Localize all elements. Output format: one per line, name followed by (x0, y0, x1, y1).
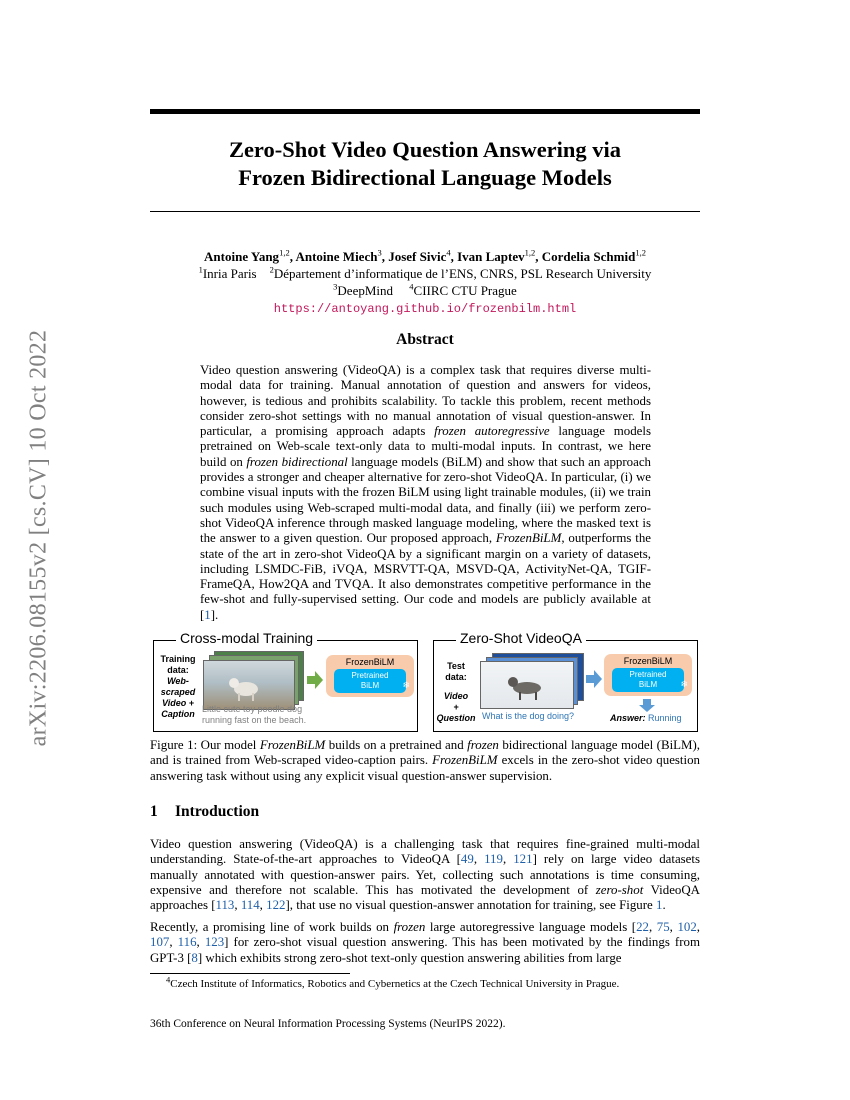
citation-link[interactable]: 121 (513, 852, 533, 867)
paragraph-text: Video question answering (VideoQA) is a challenging task that requires fine-grained multi-modal understanding. State-of-the-art approaches to VideoQA [ (150, 837, 700, 867)
label-line: + (453, 702, 459, 712)
label-line: Test (447, 661, 465, 671)
paper-title (150, 136, 700, 192)
author-name: Cordelia Schmid (541, 249, 636, 264)
citation-link[interactable]: 49 (460, 852, 474, 867)
paragraph-text: VideoQA approaches [ (150, 882, 700, 913)
affiliation-number: 1 (198, 264, 203, 275)
author-affiliation: 1,2 (524, 247, 536, 258)
test-data-label (436, 661, 476, 724)
paragraph-text: ] rely on large video datasets manually annotated with question-answer pairs. Yet, collecting such annotations is time consuming, expensive and therefore not scalable. This has motivated the development of (150, 852, 701, 897)
answer-label: Answer: (610, 713, 646, 723)
frozenbilm-label: FrozenBiLM (345, 657, 395, 667)
paragraph-text: ], that use no visual question-answer annotation for training, see Figure (285, 898, 656, 913)
author-block (150, 248, 700, 318)
paragraph-text: ] which exhibits strong zero-shot text-only question answering abilities from large (197, 950, 622, 965)
intro-paragraph-2: Recently, a promising line of work builds on frozen large autoregressive language models [22, 75, 102, 107, 116, 123] for zero-shot visual question answering. This has been motivated by the findings from GPT-3 [8] which exhibits strong zero-shot text-only question answering abilities from large (150, 920, 701, 965)
citation-link[interactable]: 113 (215, 898, 235, 913)
project-url-link[interactable]: https://antoyang.github.io/frozenbilm.html (273, 302, 577, 316)
label-line: Caption (161, 709, 195, 719)
paragraph-text: Recently, a promising line of work builds on (150, 920, 394, 934)
caption-emphasis: frozen (467, 738, 499, 752)
pretrained-label: Pretrained (629, 670, 667, 679)
paragraph-text: . (662, 898, 666, 913)
figure-reference-link[interactable]: 1 (656, 898, 663, 913)
paragraph-emphasis: zero-shot (595, 882, 644, 897)
bilm-label: BiLM (360, 680, 380, 690)
title-rule (150, 211, 700, 212)
paragraph-text: ] for zero-shot visual question answering. This has been motivated by the findings from GPT-3 [ (150, 935, 700, 965)
affiliation-ens: Département d’informatique de l’ENS, CNRS, PSL Research University (273, 266, 652, 281)
section-heading-introduction (150, 803, 259, 821)
citation-link[interactable]: 119 (484, 852, 503, 867)
label-line: data: (445, 672, 467, 682)
abstract-text: ]. (210, 607, 219, 622)
footnote (166, 974, 620, 990)
question-text: What is the dog doing? (482, 711, 575, 721)
label-line: Web- (167, 676, 189, 686)
author-affiliation: 4 (446, 247, 451, 258)
author-name: Antoine Yang (204, 249, 280, 264)
affiliation-number: 4 (409, 281, 414, 292)
abstract-text: language models pretrained on Web-scale text-only data to multi-modal inputs. In contrast, we here build on (200, 424, 651, 469)
citation-link[interactable]: 107 (150, 935, 170, 950)
pretrained-bilm-box (612, 668, 684, 692)
figure-caption (150, 738, 700, 784)
citation-link[interactable]: 116 (177, 935, 197, 950)
label-line: Video + (162, 698, 194, 708)
footnote-text: Czech Institute of Informatics, Robotics and Cybernetics at the Czech Technical University in Prague. (170, 978, 620, 990)
abstract-body (200, 363, 651, 623)
affiliation-ciirc: CIIRC CTU Prague (413, 283, 517, 298)
footnote-number: 4 (166, 974, 171, 985)
caption-text: Figure 1: Our model (150, 738, 260, 752)
author-name: Ivan Laptev (457, 249, 525, 264)
arrow-right-icon (307, 671, 323, 689)
title-line-2: Frozen Bidirectional Language Models (238, 165, 612, 190)
arxiv-sidebar-stamp (24, 295, 54, 780)
citation-link[interactable]: 114 (240, 898, 260, 913)
citation-link[interactable]: 1 (204, 607, 211, 622)
label-line: data: (167, 665, 189, 675)
snowflake-icon: ❄ (680, 679, 688, 689)
title-line-1: Zero-Shot Video Question Answering via (228, 137, 622, 162)
footnote-rule (150, 973, 350, 974)
affiliation-deepmind: DeepMind (337, 283, 394, 298)
caption-emphasis: FrozenBiLM (259, 738, 326, 752)
citation-link[interactable]: 123 (204, 935, 225, 950)
dog-image (481, 662, 573, 708)
author-name: Josef Sivic (388, 249, 447, 264)
arrow-down-icon (639, 699, 655, 712)
affiliation-number: 3 (333, 281, 338, 292)
arxiv-id: arXiv:2206.08155v2 [cs.CV] 10 Oct 2022 (25, 329, 52, 746)
frozenbilm-label: FrozenBiLM (623, 656, 673, 666)
paragraph-text: large autoregressive language models [ (425, 920, 637, 934)
citation-link[interactable]: 75 (656, 920, 670, 934)
training-data-label (156, 654, 200, 720)
citation-link[interactable]: 122 (266, 898, 286, 913)
abstract-text: Video question answering (VideoQA) is a complex task that requires diverse multi-modal data for training. Manual annotation of question and answers for videos, however, is tedious and prohibits scalability. To tackle this problem, recent methods consider zero-shot settings with no manual annotation of visual question-answer. In particular, a promising approach adapts (200, 363, 651, 439)
panel-title: Zero-Shot VideoQA (456, 630, 586, 646)
video-frame-dog-beach (203, 660, 295, 710)
citation-link[interactable]: 8 (191, 950, 198, 965)
affiliation-number: 2 (269, 264, 274, 275)
affiliations-line-2 (150, 282, 700, 299)
author-separator: , (289, 249, 296, 264)
abstract-text: language models (BiLM) and show that such an approach provides a stronger and cheaper alternative for zero-shot VideoQA. In particular, (i) we combine visual inputs with the frozen BiLM using light trainable modules, (ii) we train such modules using Web-scraped multi-modal data, and finally (iii) we perform zero-shot VideoQA inference through masked language modeling, where the masked text is the answer to a given question. Our proposed approach, (200, 454, 651, 546)
affiliation-inria: Inria Paris (202, 266, 257, 281)
frozenbilm-box (326, 655, 414, 697)
citation-link[interactable]: 102 (677, 920, 697, 934)
snowflake-icon: ❄ (402, 680, 410, 690)
panel-title: Cross-modal Training (176, 630, 317, 646)
affiliations-line-1 (150, 265, 700, 282)
paragraph-emphasis: frozen (393, 920, 426, 934)
abstract-emphasis: frozen autoregressive (434, 424, 550, 439)
answer-value: Running (648, 713, 682, 723)
pretrained-label: Pretrained (351, 671, 389, 680)
author-affiliation: 3 (377, 247, 382, 258)
arrow-right-icon (586, 670, 602, 688)
caption-text: builds on a pretrained and (325, 738, 468, 752)
frozenbilm-box (604, 654, 692, 696)
dog-image (204, 661, 294, 709)
author-separator: , (450, 249, 458, 264)
author-affiliation: 1,2 (635, 247, 646, 258)
abstract-emphasis: frozen bidirectional (246, 454, 348, 469)
label-line: Training (160, 654, 196, 664)
answer-row (610, 713, 682, 724)
author-name: Antoine Miech (295, 249, 378, 264)
conference-note: 36th Conference on Neural Information Processing Systems (NeurIPS 2022). (150, 1018, 506, 1030)
caption-text: bidirectional language model (BiLM), and is trained from Web-scraped video-caption pairs. (150, 738, 700, 768)
pretrained-bilm-box (334, 669, 406, 693)
abstract-emphasis: FrozenBiLM (495, 531, 562, 546)
author-separator: , (535, 249, 542, 264)
abstract-text: , outperforms the state of the art in zero-shot VideoQA by a significant margin on a variety of datasets, including LSMDC-FiB, iVQA, MSRVTT-QA, MSVD-QA, ActivityNet-QA, TGIF-FrameQA, How2QA and TVQA. It also demonstrates competitive performance in the few-shot and fully-supervised setting. Our code and models are publicly available at [ (200, 531, 651, 622)
video-frame-dog-snow (480, 661, 574, 709)
section-title: Introduction (175, 803, 260, 820)
label-line: Video (443, 691, 469, 701)
author-separator: , (381, 249, 389, 264)
citation-link[interactable]: 22 (636, 920, 649, 934)
bilm-label: BiLM (638, 679, 658, 689)
caption-text: excels in the zero-shot video question answering task without using any explicit visual question-answer supervision. (150, 753, 700, 783)
figure-panel-cross-modal-training (153, 630, 418, 732)
author-affiliation: 1,2 (279, 247, 290, 258)
abstract-heading: Abstract (396, 331, 454, 348)
figure-panel-zero-shot-videoqa (433, 630, 698, 732)
label-line: scraped (160, 687, 196, 697)
video-caption-text: Little cute toy poodle dog running fast on the beach. (202, 704, 307, 725)
caption-emphasis: FrozenBiLM (432, 753, 498, 768)
label-line: Question (436, 713, 476, 723)
section-number: 1 (150, 803, 158, 820)
author-list (150, 248, 700, 265)
top-rule (150, 109, 700, 114)
intro-paragraph-1: Video question answering (VideoQA) is a challenging task that requires fine-grained multi-modal understanding. State-of-the-art approaches to VideoQA [49, 119, 121] rely on large video datasets manually annotated with question-answer pairs. Yet, collecting such annotations is time consuming, expensive and therefore not scalable. This has motivated the development of zero-shot VideoQA approaches [113, 114, 122], that use no visual question-answer annotation for training, see Figure 1. (150, 837, 701, 913)
